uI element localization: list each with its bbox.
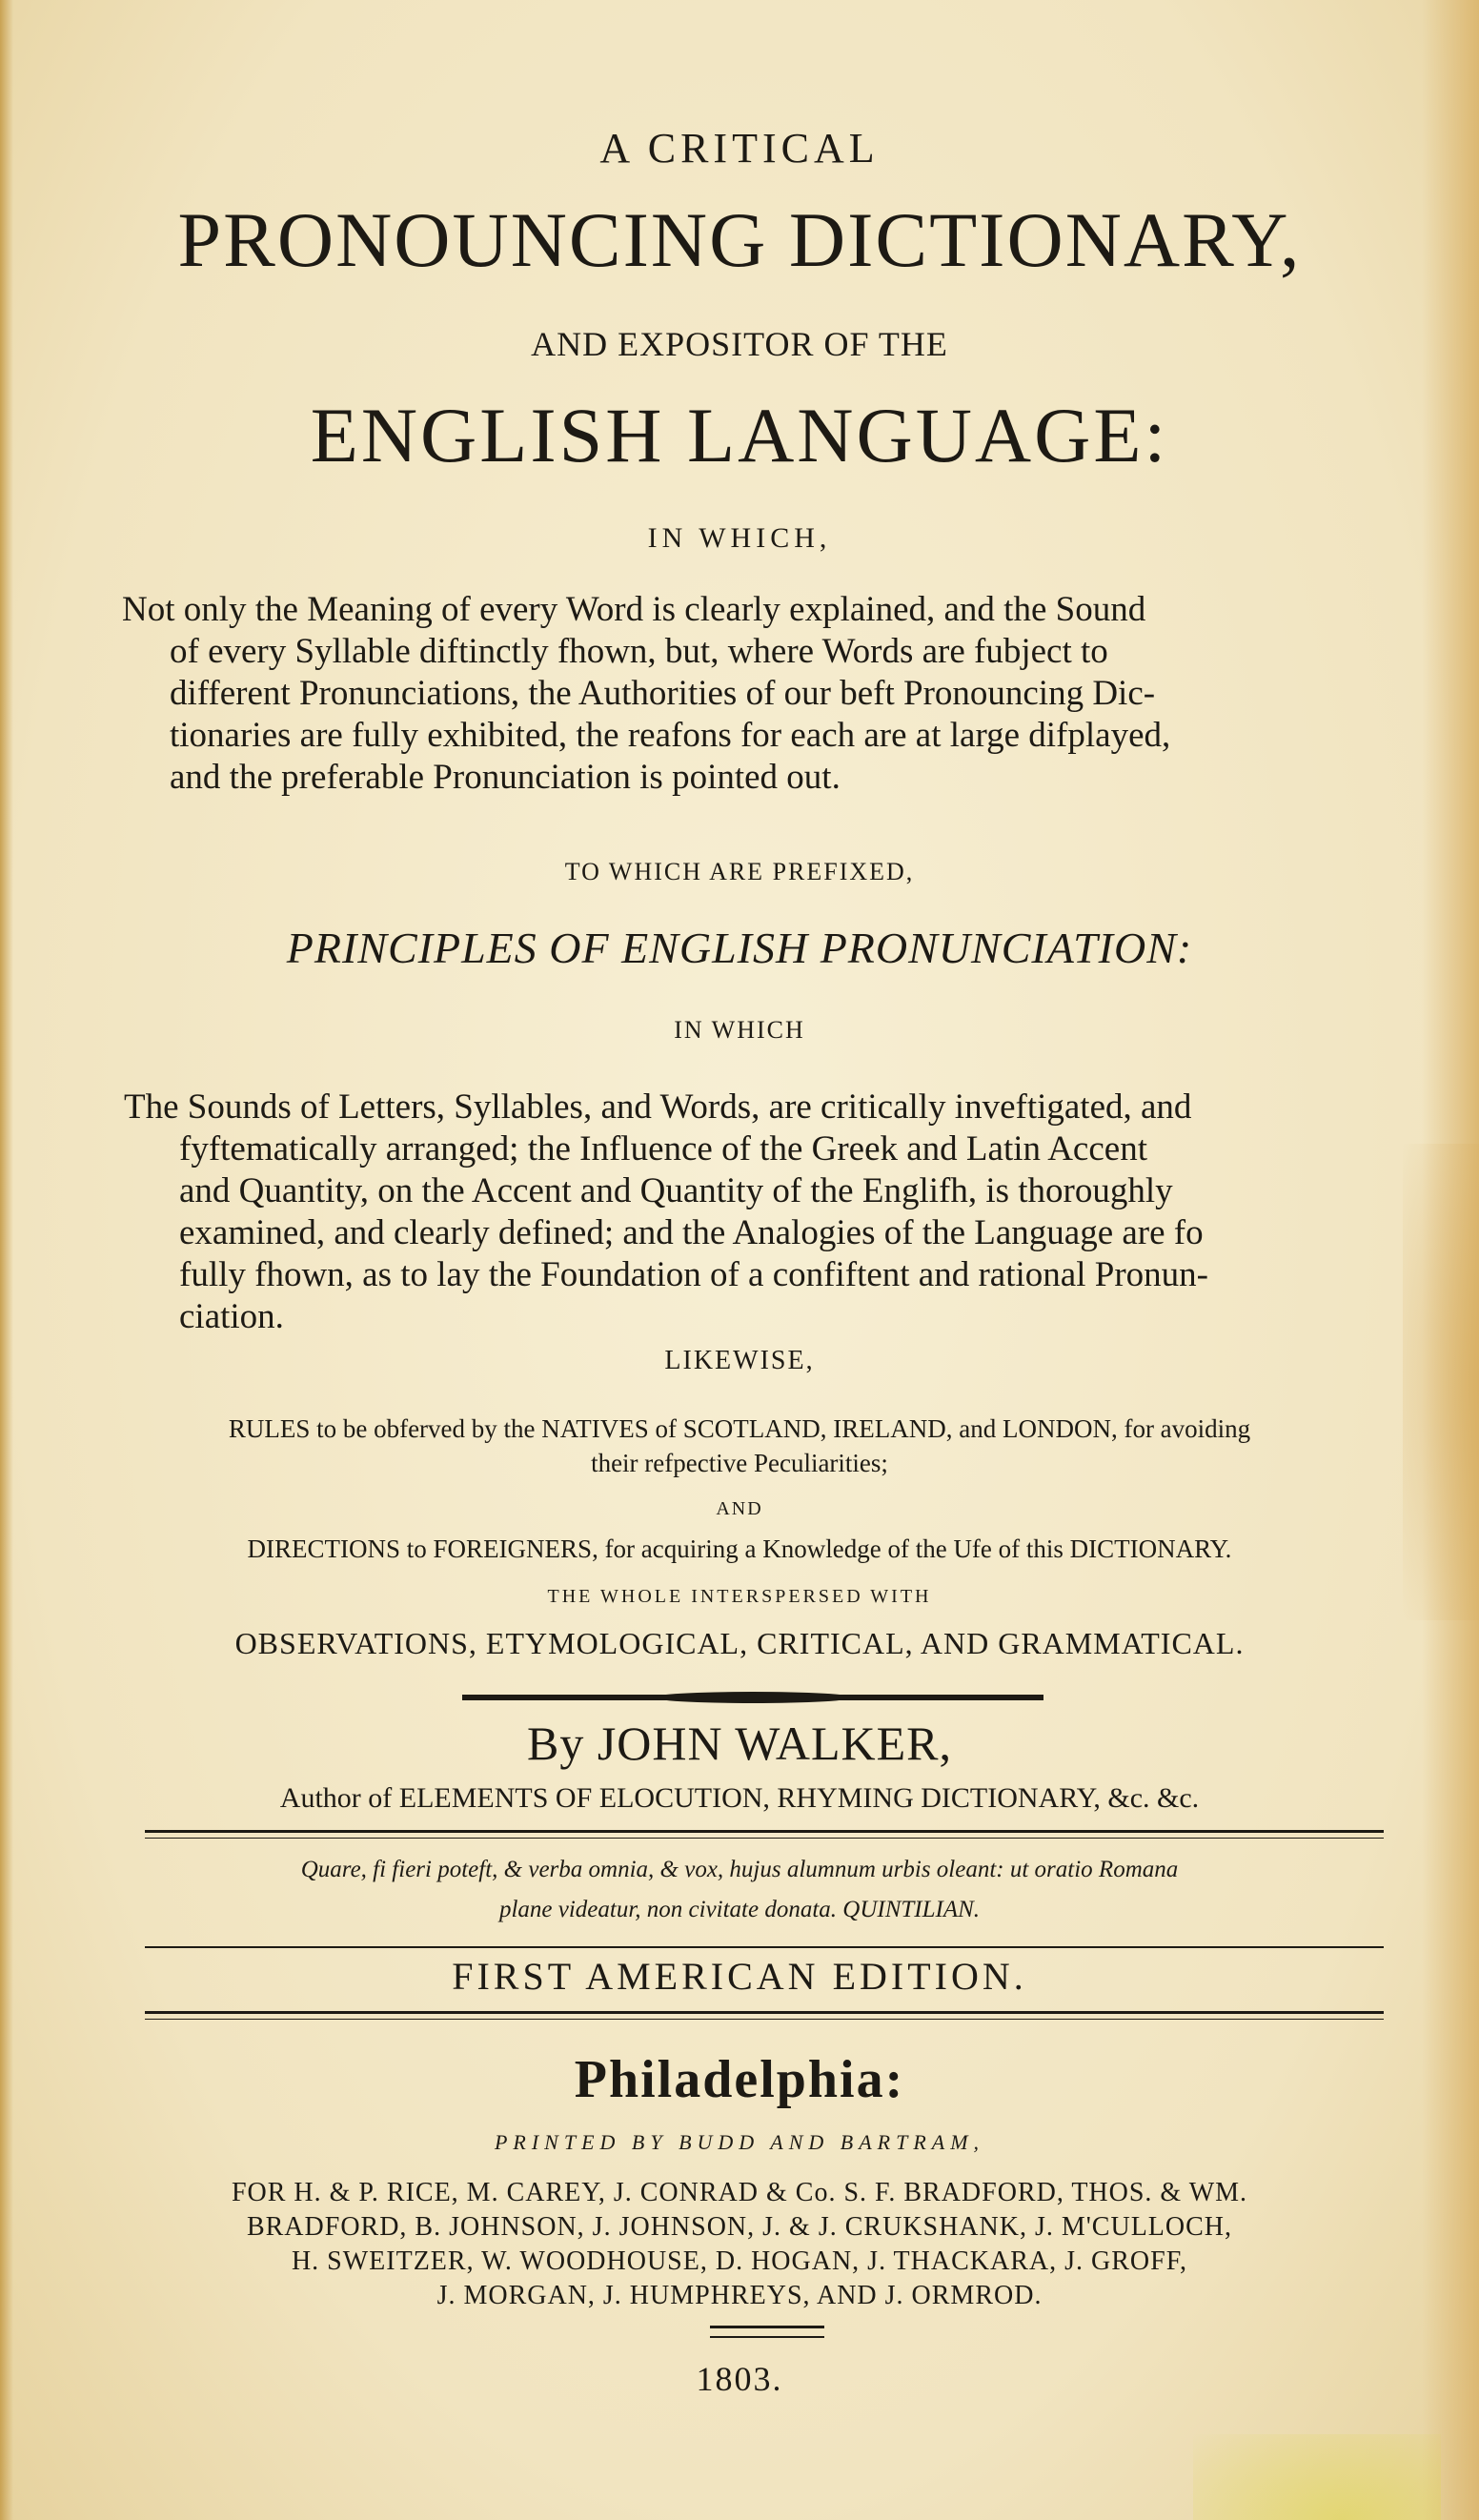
edition-line: FIRST AMERICAN EDITION. [452,1955,1027,1998]
principles-paragraph [124,1087,1377,1338]
and-heading: AND [716,1498,763,1519]
double-rule-2 [145,2011,1384,2020]
epigraph-line-2: plane videatur, non civitate donata. QUINTILIAN. [498,1897,981,1922]
double-rule [145,1830,1384,1839]
rules-line-2: their refpective Peculiarities; [591,1449,888,1477]
printer-line: PRINTED BY BUDD AND BARTRAM, [494,2130,985,2154]
paragraph-line: The Sounds of Letters, Syllables, and Words, are critically inveftigated, and [124,1087,1192,1127]
paragraph-line: and Quantity, on the Accent and Quantity of the Englifh, is thoroughly [179,1171,1173,1210]
decorative-rule [462,1695,1043,1700]
author-works: Author of ELEMENTS OF ELOCUTION, RHYMING DICTIONARY, &c. &c. [279,1782,1200,1814]
paragraph-line: of every Syllable diftinctly fhown, but, where Words are fubject to [170,632,1108,671]
title-main: PRONOUNCING DICTIONARY, [177,196,1302,283]
paragraph-line: and the preferable Pronunciation is pointed out. [170,758,841,797]
paragraph-line: different Pronunciations, the Authorities of our beft Pronouncing Dic- [170,674,1156,713]
paragraph-line: fully fhown, as to lay the Foundation of a confiftent and rational Pronun- [179,1255,1208,1294]
paragraph-line: Not only the Meaning of every Word is clearly explained, and the Sound [122,590,1146,629]
paragraph-line: ciation. [179,1297,284,1336]
interspersed-heading: THE WHOLE INTERSPERSED WITH [547,1586,932,1607]
title-line-1: A CRITICAL [599,125,880,172]
title-line-3: AND EXPOSITOR OF THE [531,325,948,363]
booksellers-line-4: J. MORGAN, J. HUMPHREYS, AND J. ORMROD. [436,2281,1043,2310]
booksellers-line-1: FOR H. & P. RICE, M. CAREY, J. CONRAD & Co. S. F. BRADFORD, THOS. & WM. [231,2178,1248,2207]
author-byline: By JOHN WALKER, [526,1717,953,1770]
booksellers-line-3: H. SWEITZER, W. WOODHOUSE, D. HOGAN, J. THACKARA, J. GROFF, [291,2246,1188,2276]
principles-heading: PRINCIPLES OF ENGLISH PRONUNCIATION: [286,924,1193,972]
observations-line: OBSERVATIONS, ETYMOLOGICAL, CRITICAL, AND GRAMMATICAL. [234,1626,1245,1660]
small-rule [710,2326,824,2338]
directions-line: DIRECTIONS to FOREIGNERS, for acquiring a Knowledge of the Ufe of this DICTIONARY. [247,1534,1232,1563]
paper-stain-bottom [1193,2434,1441,2520]
in-which-heading: IN WHICH, [647,522,832,554]
prefixed-heading: TO WHICH ARE PREFIXED, [564,858,915,885]
paragraph-line: fyftematically arranged; the Influence of the Greek and Latin Accent [179,1129,1147,1169]
rules-line-1: RULES to be obferved by the NATIVES of SCOTLAND, IRELAND, and LONDON, for avoiding [228,1414,1251,1443]
epigraph-line-1: Quare, fi fieri poteft, & verba omnia, & vox, hujus alumnum urbis oleant: ut oratio Romana [300,1857,1179,1882]
description-paragraph [122,589,1395,799]
imprint-city: Philadelphia: [574,2050,905,2109]
title-language: ENGLISH LANGUAGE: [310,392,1169,478]
rule [145,1946,1384,1948]
paragraph-line: examined, and clearly defined; and the Analogies of the Language are fo [179,1213,1204,1252]
paragraph-line: tionaries are fully exhibited, the reafons for each are at large difplayed, [170,716,1171,755]
in-which-heading-2: IN WHICH [674,1016,805,1044]
publication-year: 1803. [696,2360,783,2398]
booksellers-line-2: BRADFORD, B. JOHNSON, J. JOHNSON, J. & J. CRUKSHANK, J. M'CULLOCH, [246,2212,1233,2242]
likewise-heading: LIKEWISE, [664,1346,815,1375]
